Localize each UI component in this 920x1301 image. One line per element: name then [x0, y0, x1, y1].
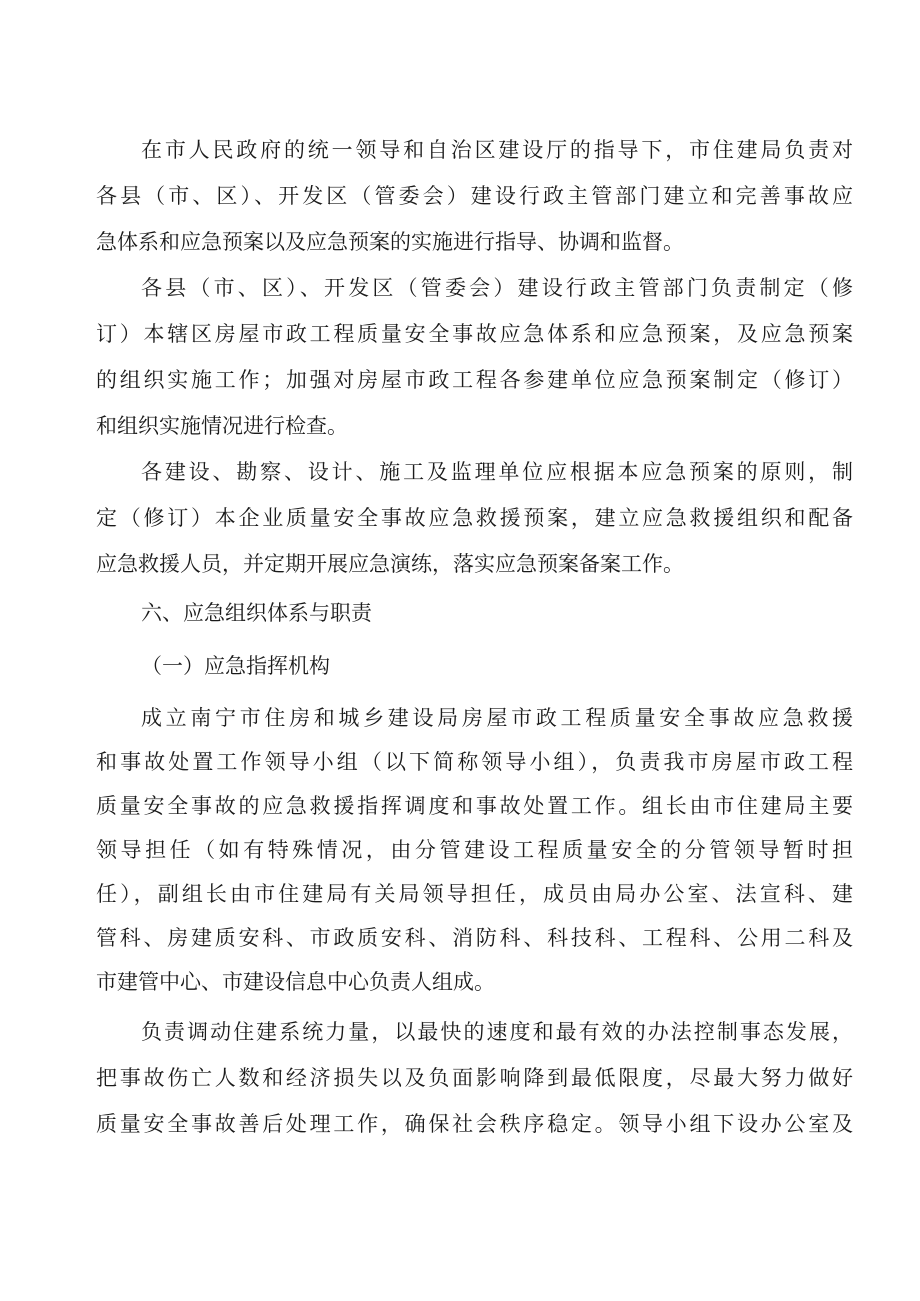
paragraph-2-line-1: 各县（市、区）、开发区（管委会）建设行政主管部门负责制定（修 [141, 276, 853, 300]
paragraph-2-line-4: 和组织实施情况进行检查。 [96, 414, 348, 438]
paragraph-2-line-2: 订）本辖区房屋市政工程质量安全事故应急体系和应急预案，及应急预案 [96, 322, 853, 346]
paragraph-4-line-6: 管科、房建质安科、市政质安科、消防科、科技科、工程科、公用二科及 [96, 926, 853, 950]
subsection-heading-1: （一）应急指挥机构 [141, 654, 330, 678]
paragraph-5-line-3: 质量安全事故善后处理工作，确保社会秩序稳定。领导小组下设办公室及 [96, 1112, 853, 1136]
paragraph-5-line-1: 负责调动住建系统力量，以最快的速度和最有效的办法控制事态发展， [141, 1020, 853, 1044]
paragraph-4-line-3: 质量安全事故的应急救援指挥调度和事故处置工作。组长由市住建局主要 [96, 794, 853, 818]
paragraph-4-line-1: 成立南宁市住房和城乡建设局房屋市政工程质量安全事故应急救援 [141, 706, 853, 730]
paragraph-4-line-4: 领导担任（如有特殊情况，由分管建设工程质量安全的分管领导暂时担 [96, 838, 853, 862]
paragraph-3-line-2: 定（修订）本企业质量安全事故应急救援预案，建立应急救援组织和配备 [96, 506, 853, 530]
paragraph-4-line-5: 任），副组长由市住建局有关局领导担任，成员由局办公室、法宣科、建 [96, 882, 853, 906]
paragraph-4-line-2: 和事故处置工作领导小组（以下简称领导小组），负责我市房屋市政工程 [96, 750, 853, 774]
section-heading-6: 六、应急组织体系与职责 [141, 601, 372, 625]
paragraph-3-line-3: 应急救援人员，并定期开展应急演练，落实应急预案备案工作。 [96, 552, 684, 576]
paragraph-1-line-1: 在市人民政府的统一领导和自治区建设厅的指导下，市住建局负责对 [141, 138, 853, 162]
paragraph-1-line-2: 各县（市、区）、开发区（管委会）建设行政主管部门建立和完善事故应 [96, 184, 853, 208]
paragraph-2-line-3: 的组织实施工作；加强对房屋市政工程各参建单位应急预案制定（修订） [96, 368, 853, 392]
paragraph-5-line-2: 把事故伤亡人数和经济损失以及负面影响降到最低限度，尽最大努力做好 [96, 1066, 853, 1090]
paragraph-1-line-3: 急体系和应急预案以及应急预案的实施进行指导、协调和监督。 [96, 230, 684, 254]
paragraph-3-line-1: 各建设、勘察、设计、施工及监理单位应根据本应急预案的原则，制 [141, 460, 853, 484]
paragraph-4-line-7: 市建管中心、市建设信息中心负责人组成。 [96, 970, 495, 994]
